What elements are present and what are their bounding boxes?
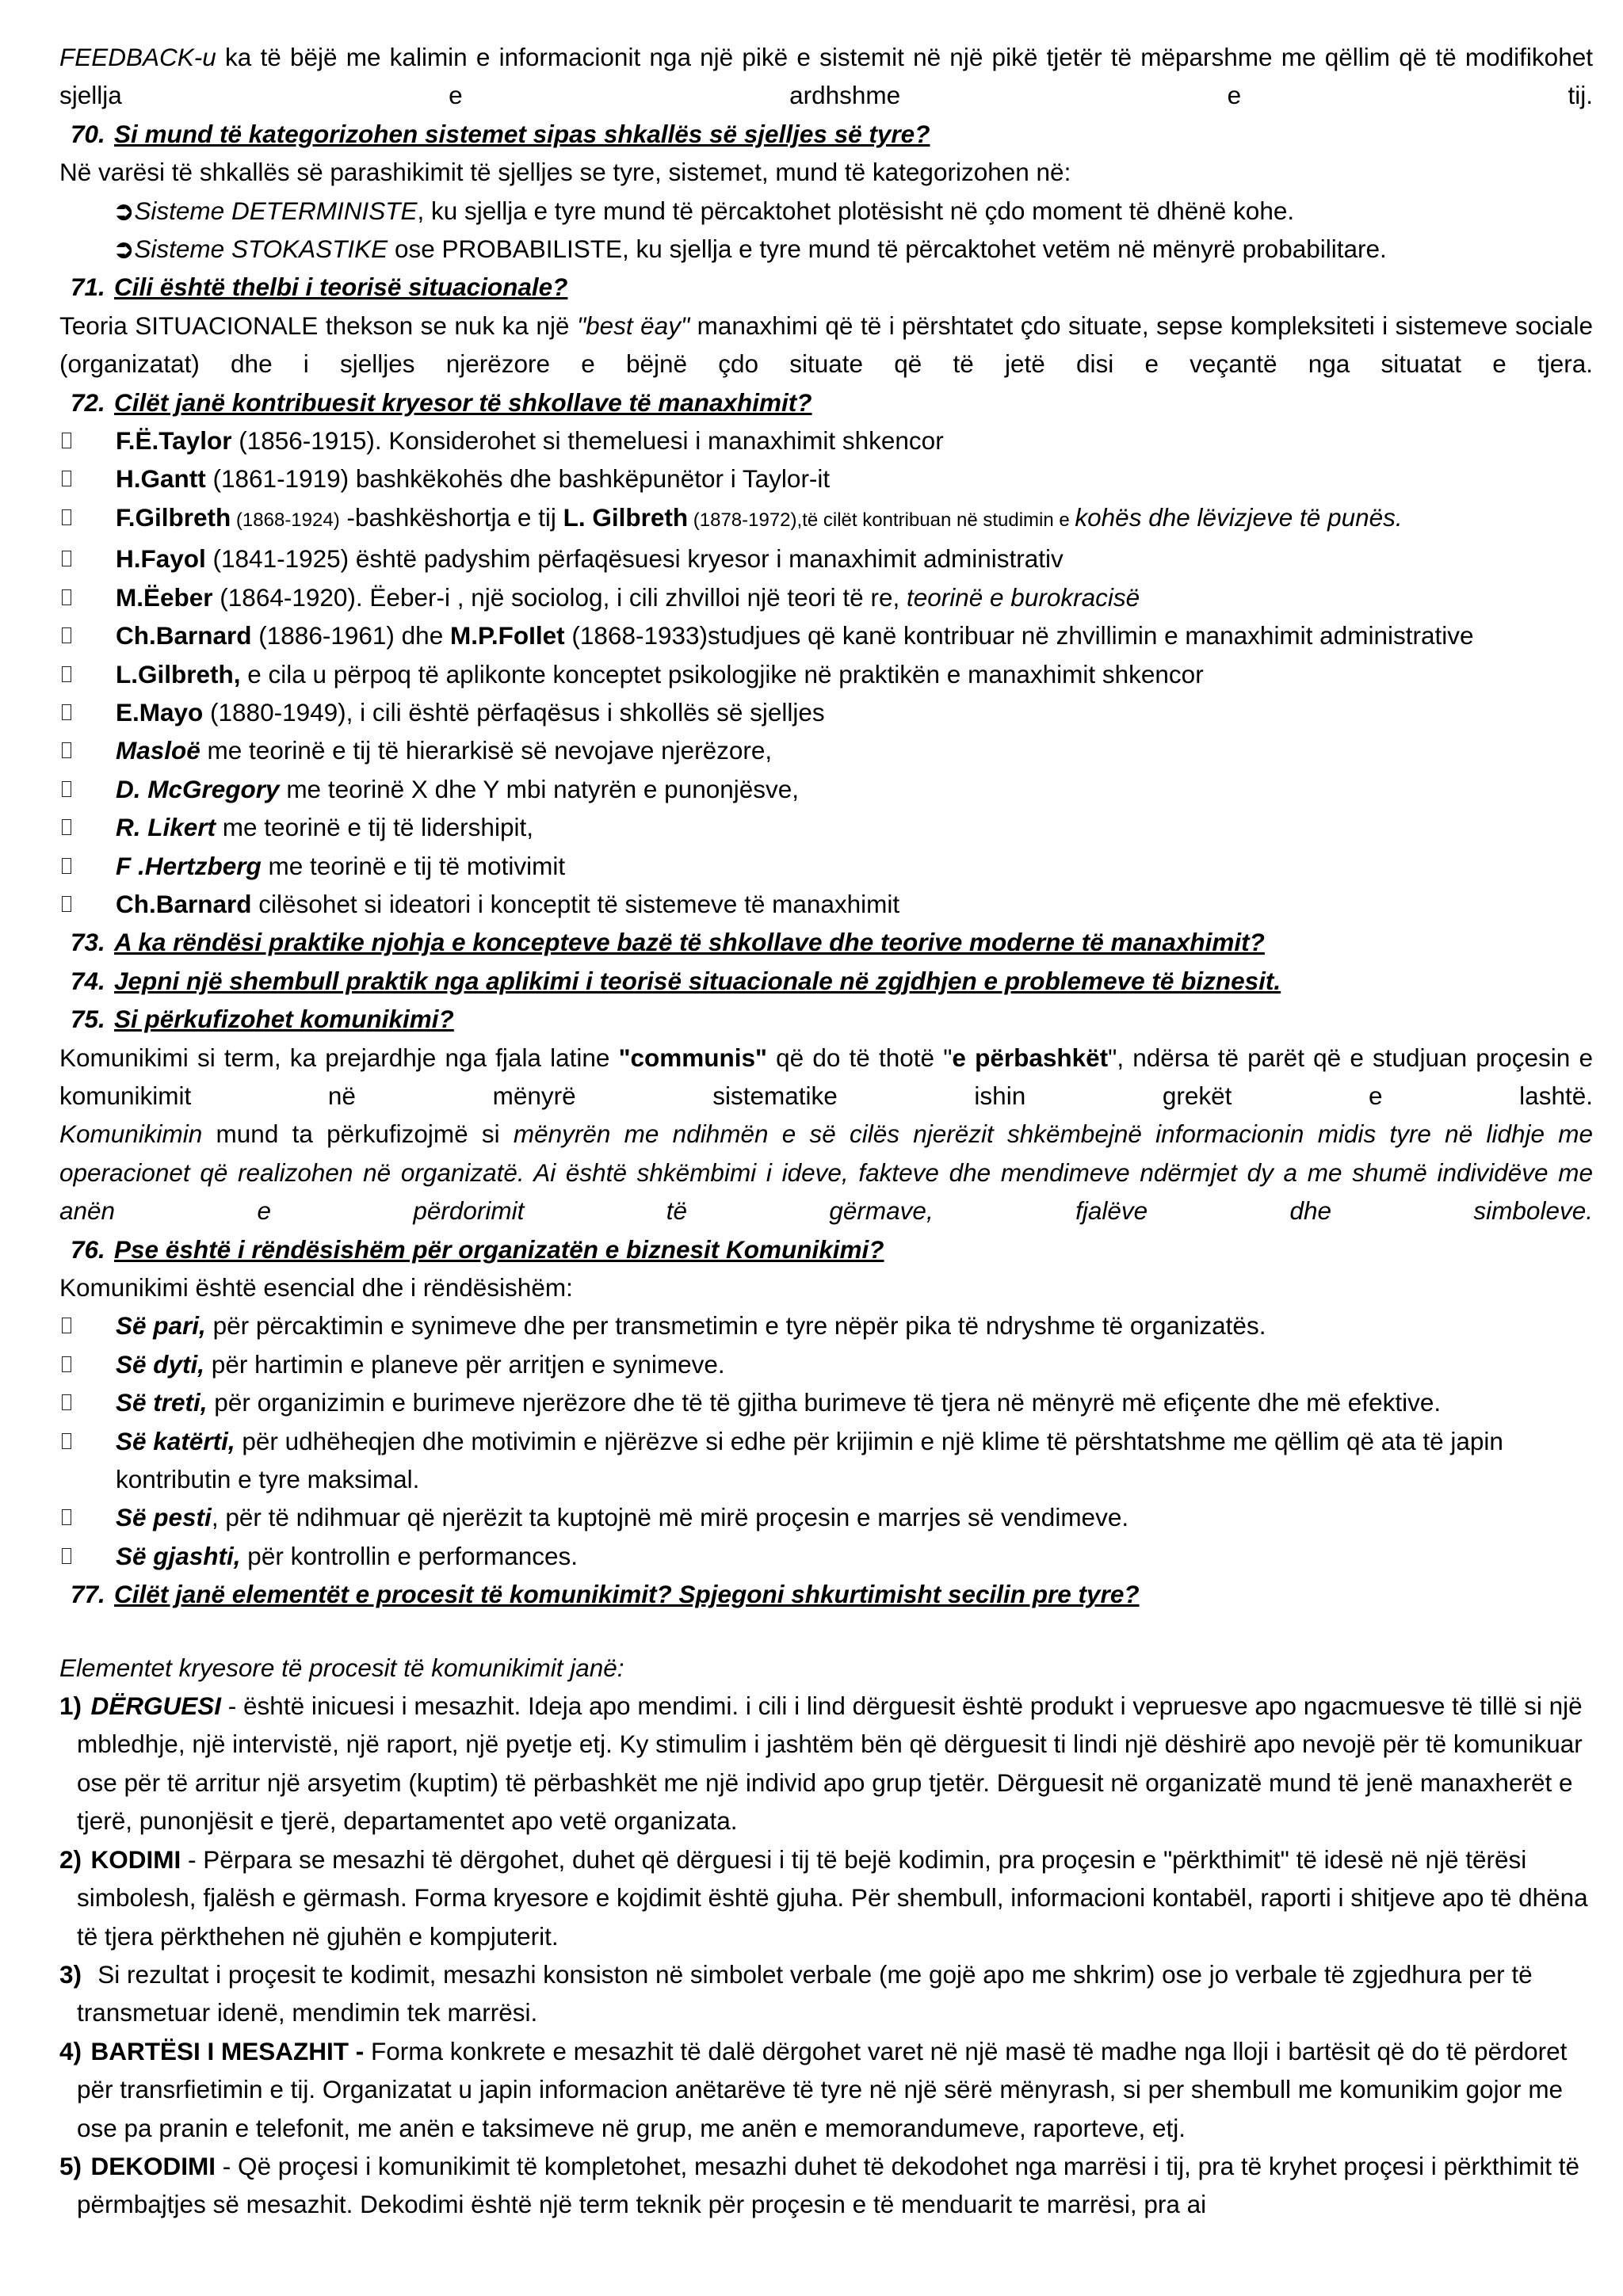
- question-75: 75. Si përkufizohet komunikimi?: [71, 1005, 454, 1034]
- bullet-box-icon: [62, 742, 71, 758]
- contributor-item: E.Mayo (1880-1949), i cili është përfaqësus i shkollës së sjelljes: [59, 693, 1593, 731]
- element-item-encoding: 2) KODIMI - Përpara se mesazhi të dërgohet, duhet që dërguesi i tij të bejë kodimin, pra proçesin e "përkthimit" të idesë në një tërësi simbolesh, fjalësh e gërmash. Forma kryesore e kojdimit është gjuha. Për shembull, informacioni kontabël, raporti i shitjeve apo të dhëna të tjera përkthehen në gjuhën e kompjuterit.: [59, 1844, 1588, 1951]
- bullet-box-icon: [62, 704, 71, 720]
- contributor-item: R. Likert me teorinë e tij të lidershipit,: [59, 808, 1593, 846]
- contributor-item: F.Gilbreth (1868-1924) -bashkëshortja e tij L. Gilbreth (1878-1972),të cilët kontribuan në studimin e kohës dhe lëvizjeve të punës.: [59, 498, 1593, 540]
- bullet-box-icon: [62, 1509, 71, 1525]
- arrow-icon: ➲: [113, 235, 135, 264]
- q70-intro: Në varësi të shkallës së parashikimit të sjelljes se tyre, sistemet, mund të kategorizohen në:: [59, 158, 1071, 187]
- question-70: 70. Si mund të kategorizohen sistemet sipas shkallës së sjelljes së tyre?: [71, 119, 930, 148]
- contributor-item: H.Fayol (1841-1925) është padyshim përfaqësuesi kryesor i manaxhimit administrativ: [59, 540, 1593, 578]
- bullet-box-icon: [62, 1318, 71, 1333]
- bullet-box-icon: [62, 471, 71, 486]
- arrow-item-stochastic: ➲Sisteme STOKASTIKE ose PROBABILISTE, ku sjellja e tyre mund të përcaktohet vetëm në mënyrë probabilitare.: [113, 235, 1387, 264]
- contributor-item: L.Gilbreth, e cila u përpoq të aplikonte konceptet psikologjike në praktikën e manaxhimit shkencor: [59, 655, 1593, 693]
- importance-item: Së gjashti, për kontrollin e performances.: [59, 1537, 1593, 1575]
- document-page: [59, 38, 1593, 2224]
- bullet-box-icon: [62, 551, 71, 566]
- element-item-sender: 1) DËRGUESI - është inicuesi i mesazhit. Ideja apo mendimi. i cili i lind dërguesit është produkt i vepruesve apo ngacmuesve të tillë si një mbledhje, një intervistë, një raport, një pyetje etj. Ky stimulim i jashtëm bën që dërguesit ti lindi një dëshirë apo nevojë për të komunikuar ose për të arritur një arsyetim (kuptim) të përbashkët me një individ apo grup tjetër. Dërguesit në organizatë mund të jenë manaxherët e tjerë, punonjësit e tjerë, departamentet apo vetë organizata.: [59, 1691, 1583, 1836]
- bullet-box-icon: [62, 858, 71, 874]
- bullet-box-icon: [62, 433, 71, 448]
- q77-intro: Elementet kryesore të procesit të komunikimit janë:: [59, 1653, 624, 1682]
- element-item-message: 3) Si rezultat i proçesit te kodimit, mesazhi konsiston në simbolet verbale (me gojë apo me shkrim) ose jo verbale të zgjedhura per të transmetuar idenë, mendimin tek marrësi.: [59, 1959, 1533, 2027]
- contributor-item: M.Ëeber (1864-1920). Ëeber-i , një sociolog, i cili zhvilloi një teori të re, teorinë e burokracisë: [59, 578, 1593, 616]
- bullet-box-icon: [62, 1356, 71, 1372]
- contributor-item: Masloë me teorinë e tij të hierarkisë së nevojave njerëzore,: [59, 731, 1593, 769]
- question-76: 76. Pse është i rëndësishëm për organizatën e biznesit Komunikimi?: [71, 1234, 884, 1264]
- bullet-box-icon: [62, 819, 71, 835]
- arrow-icon: ➲: [113, 196, 135, 225]
- q75-paragraph-2: Komunikimin mund ta përkufizojmë si mënyrën me ndihmën e së cilës njerëzit shkëmbejnë informacionin midis tyre në lidhje me operacionet që realizohen në organizatë. Ai është shkëmbimi i ideve, fakteve dhe mendimeve ndërmjet dy a me shumë individëve me anën e përdorimit të gërmave, fjalëve dhe simboleve.: [59, 1119, 1593, 1226]
- question-73: 73. A ka rëndësi praktike njohja e koncepteve bazë të shkollave dhe teorive moderne të manaxhimit?: [71, 928, 1265, 957]
- bullet-box-icon: [62, 509, 71, 525]
- bullet-box-icon: [62, 1548, 71, 1564]
- bullet-box-icon: [62, 589, 71, 605]
- importance-item: Së pari, për përcaktimin e synimeve dhe per transmetimin e tyre nëpër pika të ndryshme të organizatës.: [59, 1306, 1593, 1344]
- bullet-box-icon: [62, 627, 71, 643]
- contributor-item: F.Ë.Taylor (1856-1915). Konsiderohet si themeluesi i manaxhimit shkencor: [59, 421, 1593, 460]
- contributor-item: Ch.Barnard (1886-1961) dhe M.P.FoIlet (1868-1933)studjues që kanë kontribuar në zhvillimin e manaxhimit administrative: [59, 616, 1593, 654]
- element-item-channel: 4) BARTËSI I MESAZHIT - Forma konkrete e mesazhit të dalë dërgohet varet në një masë të madhe nga lloji i bartësit që do të përdoret për transrfietimin e tij. Organizatat u japin informacion anëtarëve të tyre në një sërë mënyrash, si per shembull me komunikim gojor me ose pa pranin e telefonit, me anën e taksimeve në grup, me anën e memorandumeve, raporteve, etj.: [59, 2036, 1568, 2142]
- arrow-item-deterministic: ➲Sisteme DETERMINISTE, ku sjellja e tyre mund të përcaktohet plotësisht në çdo moment të dhënë kohe.: [113, 196, 1295, 225]
- question-72: 72. Cilët janë kontribuesit kryesor të shkollave të manaxhimit?: [71, 387, 812, 417]
- importance-item: Së treti, për organizimin e burimeve njerëzore dhe të të gjitha burimeve të tjera në mënyrë më efiçente dhe më efektive.: [59, 1383, 1593, 1421]
- bullet-box-icon: [62, 1394, 71, 1410]
- spacer: [59, 1614, 1593, 1649]
- question-77: 77. Cilët janë elementët e procesit të komunikimit? Spjegoni shkurtimisht secilin pre tyre?: [71, 1580, 1140, 1609]
- question-74: 74. Jepni një shembull praktik nga aplikimi i teorisë situacionale në zgjdhjen e problemeve të biznesit.: [71, 966, 1281, 995]
- contributor-item: F .Hertzberg me teorinë e tij të motivimit: [59, 847, 1593, 885]
- bullet-box-icon: [62, 781, 71, 797]
- importance-item: Së dyti, për hartimin e planeve për arritjen e synimeve.: [59, 1345, 1593, 1383]
- contributor-item: D. McGregory me teorinë X dhe Y mbi natyrën e punonjësve,: [59, 770, 1593, 808]
- contributor-item: Ch.Barnard cilësohet si ideatori i konceptit të sistemeve të manaxhimit: [59, 885, 1593, 923]
- bullet-box-icon: [62, 1433, 71, 1449]
- feedback-paragraph: FEEDBACK-u ka të bëjë me kalimin e informacionit nga një pikë e sistemit në një pikë tjetër të mëparshme me qëllim që të modifikohet sjellja e ardhshme e tij.: [59, 43, 1593, 110]
- question-71: 71. Cili është thelbi i teorisë situacionale?: [71, 273, 568, 302]
- bullet-box-icon: [62, 666, 71, 682]
- q71-paragraph: Teoria SITUACIONALE thekson se nuk ka një "best ëay" manaxhimi që të i përshtatet çdo situate, sepse kompleksiteti i sistemeve sociale (organizatat) dhe i sjelljes njerëzore e bëjnë çdo situate që të jetë disi e veçantë nga situatat e tjera.: [59, 311, 1593, 379]
- element-item-decoding: 5) DEKODIMI - Që proçesi i komunikimit të kompletohet, mesazhi duhet të dekodohet nga marrësi i tij, pra të kryhet proçesi i përkthimit të përmbajtjes së mesazhit. Dekodimi është një term teknik për proçesin e të menduarit te marrësi, pra ai: [59, 2151, 1580, 2219]
- bullet-box-icon: [62, 896, 71, 912]
- contributor-item: H.Gantt (1861-1919) bashkëkohës dhe bashkëpunëtor i Taylor-it: [59, 460, 1593, 498]
- importance-item: Së pesti, për të ndihmuar që njerëzit ta kuptojnë më mirë proçesin e marrjes së vendimeve.: [59, 1498, 1593, 1536]
- q75-paragraph-1: Komunikimi si term, ka prejardhje nga fjala latine "communis" që do të thotë "e përbashkët", ndërsa të parët që e studjuan proçesin e komunikimit në mënyrë sistematike ishin grekët e lashtë.: [59, 1043, 1593, 1110]
- importance-item: Së katërti, për udhëheqjen dhe motivimin e njërëzve si edhe për krijimin e një klime të përshtatshme me qëllim që ata të japin kontributin e tyre maksimal.: [59, 1422, 1593, 1499]
- q76-intro: Komunikimi është esencial dhe i rëndësishëm:: [59, 1273, 573, 1302]
